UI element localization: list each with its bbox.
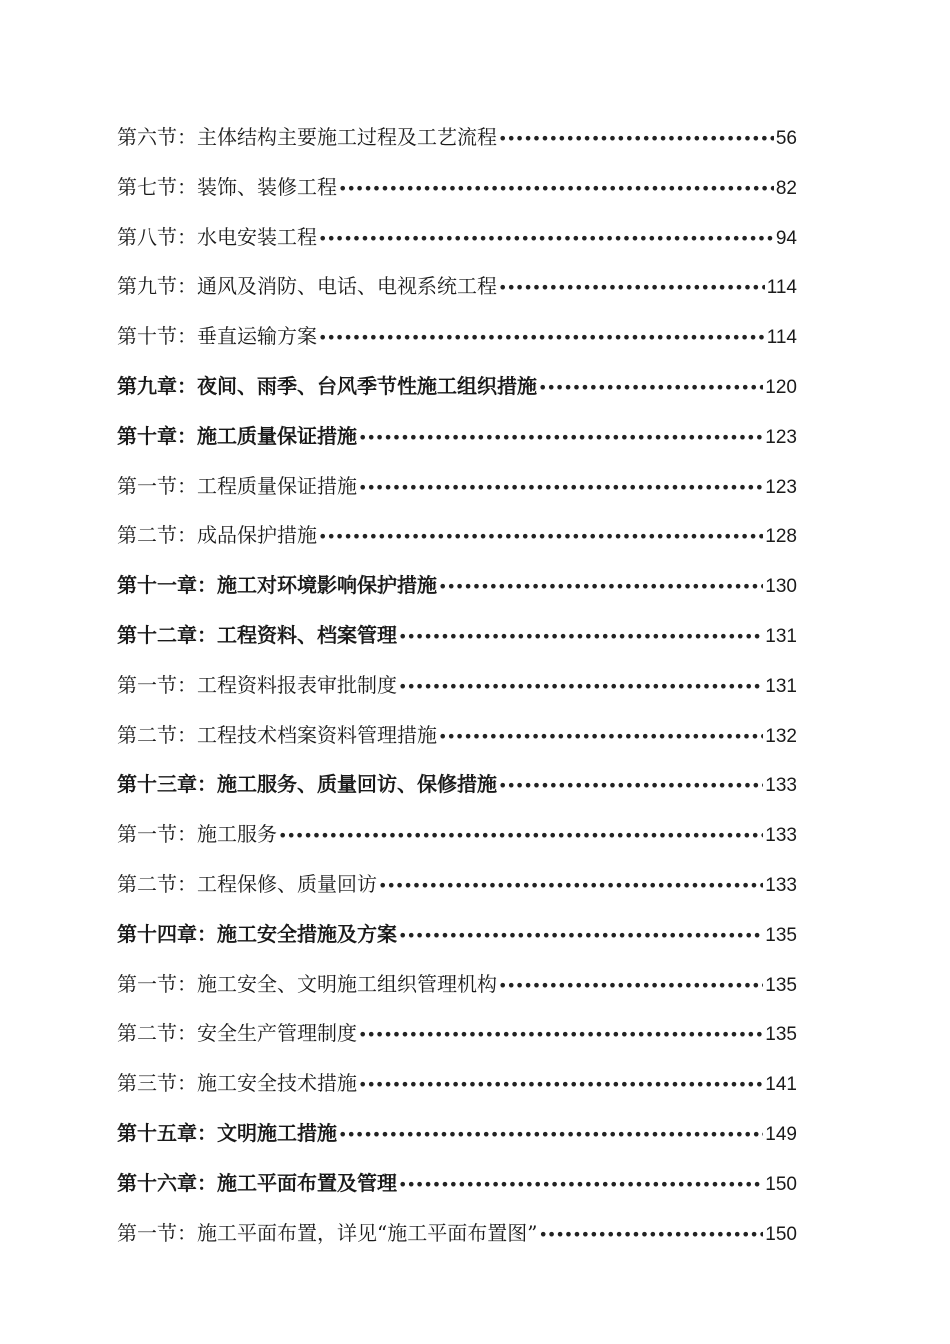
toc-entry-title: 第九节：通风及消防、电话、电视系统工程 [117,274,497,299]
toc-entry-title: 第二节：工程保修、质量回访 [117,871,377,896]
toc-dot-leader [498,263,765,313]
toc-entry-title: 第二节：成品保护措施 [117,523,317,548]
toc-page-number: 135 [765,974,797,996]
toc-page-number: 130 [765,576,797,598]
toc-entry-title: 第十五章：文明施工措施 [117,1120,337,1145]
toc-entry[interactable] [117,511,797,561]
toc-entry-title: 第十四章：施工安全措施及方案 [117,921,397,946]
toc-dot-leader [358,1010,763,1060]
toc-entry-title: 第一节：工程资料报表审批制度 [117,672,397,697]
toc-entry[interactable] [117,661,797,711]
toc-entry-title: 第十章：施工质量保证措施 [117,423,357,448]
toc-dot-leader [278,811,763,861]
toc-dot-leader [538,1210,763,1260]
toc-entry[interactable] [117,810,797,860]
toc-dot-leader [498,761,763,811]
toc-dot-leader [358,1060,763,1110]
toc-page-number: 114 [766,277,797,299]
toc-dot-leader [338,1110,763,1160]
toc-entry[interactable] [117,960,797,1010]
toc-page-number: 135 [765,1024,797,1046]
toc-chapter-entry[interactable] [117,561,797,611]
toc-page-number: 123 [765,476,797,498]
toc-dot-leader [358,463,763,513]
toc-page-number: 150 [765,1223,797,1245]
toc-entry-title: 第十三章：施工服务、质量回访、保修措施 [117,772,497,797]
toc-entry-title: 第二节：工程技术档案资料管理措施 [117,722,437,747]
toc-entry-title: 第二节：安全生产管理制度 [117,1021,357,1046]
toc-entry-title: 第一节：施工服务 [117,822,277,847]
toc-page-number: 141 [765,1074,797,1096]
toc-dot-leader [538,363,763,413]
toc-entry[interactable] [117,1209,797,1259]
toc-page-number: 131 [765,675,797,697]
toc-chapter-entry[interactable] [117,611,797,661]
toc-page-number: 128 [765,526,797,548]
toc-entry-title: 第十节：垂直运输方案 [117,324,317,349]
toc-entry[interactable] [117,1009,797,1059]
toc-chapter-entry[interactable] [117,1159,797,1209]
toc-entry-title: 第十二章：工程资料、档案管理 [117,622,397,647]
toc-page-number: 133 [765,874,797,896]
toc-dot-leader [378,861,763,911]
toc-dot-leader [398,911,763,961]
toc-dot-leader [498,961,763,1011]
toc-entry-title: 第三节：施工安全技术措施 [117,1071,357,1096]
toc-page-number: 133 [765,775,797,797]
toc-dot-leader [338,164,774,214]
toc-page-number: 56 [775,128,797,149]
toc-page-number: 132 [765,725,797,747]
toc-chapter-entry[interactable] [117,1109,797,1159]
toc-dot-leader [358,413,763,463]
toc-page-number: 114 [766,327,797,349]
toc-entry-title: 第八节：水电安装工程 [117,224,317,249]
toc-entry[interactable] [117,163,797,213]
toc-entry[interactable] [117,711,797,761]
toc-page-number: 123 [765,426,797,448]
toc-entry[interactable] [117,312,797,362]
toc-page-number: 82 [775,177,797,199]
toc-dot-leader [318,313,765,363]
toc-entry-title: 第六节：主体结构主要施工过程及工艺流程 [117,125,497,149]
toc-page-number: 94 [775,227,797,249]
toc-dot-leader [438,712,763,762]
toc-entry-title: 第九章：夜间、雨季、台风季节性施工组织措施 [117,373,537,398]
toc-page-number: 149 [765,1123,797,1145]
toc-chapter-entry[interactable] [117,910,797,960]
toc-page-number: 150 [765,1173,797,1195]
toc-entry-title: 第一节：施工安全、文明施工组织管理机构 [117,971,497,996]
toc-entry-title: 第一节：工程质量保证措施 [117,473,357,498]
toc-dot-leader [398,662,763,712]
toc-dot-leader [398,612,763,662]
toc-dot-leader [438,562,763,612]
toc-entry[interactable] [117,213,797,263]
toc-chapter-entry[interactable] [117,760,797,810]
toc-entry[interactable] [117,860,797,910]
toc-chapter-entry[interactable] [117,412,797,462]
toc-dot-leader [318,512,763,562]
toc-entry-title: 第十一章：施工对环境影响保护措施 [117,573,437,598]
toc-entry-title: 第十六章：施工平面布置及管理 [117,1170,397,1195]
toc-entry[interactable] [117,1059,797,1109]
toc-entry[interactable] [117,113,797,163]
toc-entry[interactable] [117,262,797,312]
toc-dot-leader [398,1160,763,1210]
toc-page-number: 120 [765,376,797,398]
toc-page-number: 131 [765,625,797,647]
table-of-contents [117,113,797,1258]
toc-entry-title: 第七节：装饰、装修工程 [117,174,337,199]
toc-entry-title: 第一节：施工平面布置，详见“施工平面布置图” [117,1220,538,1245]
toc-dot-leader [498,114,774,164]
toc-page-number: 133 [765,825,797,847]
toc-chapter-entry[interactable] [117,362,797,412]
toc-dot-leader [318,214,774,264]
toc-entry[interactable] [117,462,797,512]
toc-page-number: 135 [765,924,797,946]
